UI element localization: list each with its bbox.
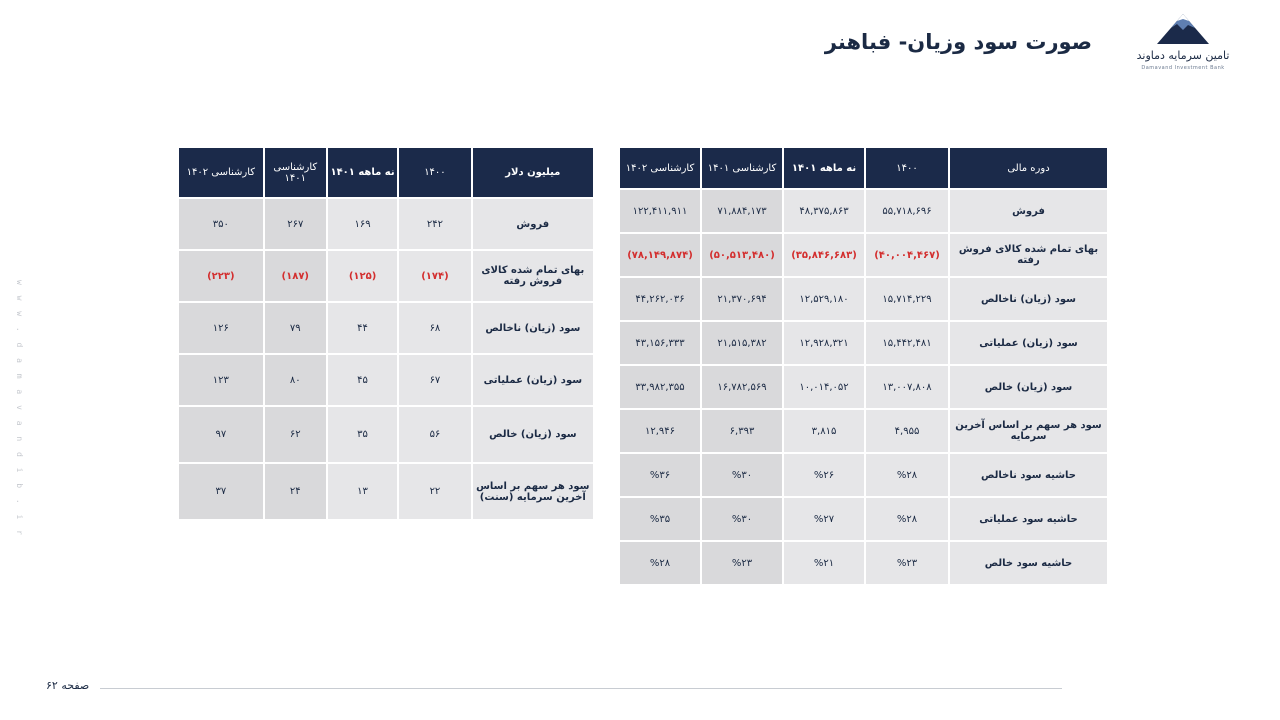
table-header-row [620,148,1107,190]
table-cell: (۳۵,۸۴۶,۶۸۳) [784,234,864,278]
table-cell: ۲۱,۳۷۰,۶۹۴ [702,278,782,322]
logo-text-en: Damavand Investment Bank [1141,65,1225,71]
table-cell: ۵۶ [399,407,470,464]
row-label: سود (زیان) ناخالص [950,278,1107,322]
table-header-row [179,148,593,199]
row-label: بهای تمام شده کالای فروش رفته [473,251,593,303]
column-header: میلیون دلار [473,148,593,199]
table-cell: %۳۶ [620,454,700,498]
table-cell: ۱۰,۰۱۴,۰۵۲ [784,366,864,410]
table-cell: (۵۰,۵۱۳,۴۸۰) [702,234,782,278]
table-cell: ۱۲۶ [179,303,263,355]
page-title: صورت سود وزیان- فباهنر [824,30,1092,54]
page-number: صفحه ۶۲ [46,679,90,692]
rial-income-table [618,148,1109,586]
table-cell: ۱۲,۵۲۹,۱۸۰ [784,278,864,322]
table-cell: ۲۱,۵۱۵,۳۸۲ [702,322,782,366]
row-label: سود (زیان) خالص [473,407,593,464]
table-cell: ۳۵ [328,407,397,464]
table-row [620,498,1107,542]
table-cell: (۲۲۳) [179,251,263,303]
column-header: دوره مالی [950,148,1107,190]
row-label: سود هر سهم بر اساس آخرین سرمایه (سنت) [473,464,593,521]
table-cell: %۲۸ [620,542,700,586]
table-cell: %۲۳ [702,542,782,586]
row-label: سود (زیان) عملیاتی [473,355,593,407]
mountain-logo-icon [1155,12,1211,46]
table-row [179,199,593,251]
table-row [620,322,1107,366]
table-row [179,251,593,303]
table-row [179,303,593,355]
table-cell: ۱۵,۴۴۲,۴۸۱ [866,322,948,366]
table-cell: (۱۷۴) [399,251,470,303]
row-label: سود (زیان) عملیاتی [950,322,1107,366]
table-row [179,407,593,464]
table-row [620,366,1107,410]
table-cell: ۴۸,۳۷۵,۸۶۳ [784,190,864,234]
table-cell: ۱۲۲,۴۱۱,۹۱۱ [620,190,700,234]
column-header: کارشناسی ۱۴۰۲ [179,148,263,199]
usd-income-table [177,148,595,521]
table-row [620,454,1107,498]
table-cell: ۴۵ [328,355,397,407]
table-cell: ۲۴۲ [399,199,470,251]
table-cell: ۱۳,۰۰۷,۸۰۸ [866,366,948,410]
table-cell: ۲۴ [265,464,326,521]
table-cell: (۴۰,۰۰۴,۴۶۷) [866,234,948,278]
table-cell: %۳۵ [620,498,700,542]
table-cell: ۶,۳۹۳ [702,410,782,454]
table-cell: ۳,۸۱۵ [784,410,864,454]
table-cell: ۱۲,۹۲۸,۳۲۱ [784,322,864,366]
table-cell: (۷۸,۱۴۹,۸۷۴) [620,234,700,278]
table-row [179,464,593,521]
table-row [620,190,1107,234]
table-cell: ۱۶۹ [328,199,397,251]
table-cell: (۱۸۷) [265,251,326,303]
table-cell: ۱۲,۹۴۶ [620,410,700,454]
table-cell: %۳۰ [702,498,782,542]
table-cell: ۵۵,۷۱۸,۶۹۶ [866,190,948,234]
table-cell: %۳۰ [702,454,782,498]
table-cell: %۲۸ [866,498,948,542]
table-cell: ۴,۹۵۵ [866,410,948,454]
table-cell: ۳۷ [179,464,263,521]
table-cell: %۲۷ [784,498,864,542]
table-cell: (۱۲۵) [328,251,397,303]
table-cell: ۲۶۷ [265,199,326,251]
table-cell: ۴۳,۱۵۶,۳۳۳ [620,322,700,366]
table-cell: ۱۲۳ [179,355,263,407]
company-logo [1128,12,1238,74]
table-cell: ۶۸ [399,303,470,355]
table-row [620,410,1107,454]
row-label: سود هر سهم بر اساس آخرین سرمایه [950,410,1107,454]
table-row [620,234,1107,278]
row-label: حاشیه سود عملیاتی [950,498,1107,542]
table-cell: ۱۵,۷۱۴,۲۲۹ [866,278,948,322]
row-label: فروش [473,199,593,251]
table-cell: ۱۳ [328,464,397,521]
table-cell: %۲۱ [784,542,864,586]
table-cell: ۱۶,۷۸۲,۵۶۹ [702,366,782,410]
table-cell: ۹۷ [179,407,263,464]
column-header: نه ماهه ۱۴۰۱ [328,148,397,199]
table-cell: %۲۸ [866,454,948,498]
column-header: کارشناسی ۱۴۰۱ [265,148,326,199]
table-row [179,355,593,407]
column-header: نه ماهه ۱۴۰۱ [784,148,864,190]
table-cell: %۲۶ [784,454,864,498]
logo-text-fa: تامین سرمایه دماوند [1136,49,1230,62]
row-label: سود (زیان) ناخالص [473,303,593,355]
row-label: فروش [950,190,1107,234]
row-label: سود (زیان) خالص [950,366,1107,410]
table-cell: ۶۲ [265,407,326,464]
table-cell: ۳۵۰ [179,199,263,251]
table-row [620,278,1107,322]
table-cell: ۲۲ [399,464,470,521]
table-cell: %۲۳ [866,542,948,586]
table-row [620,542,1107,586]
row-label: حاشیه سود خالص [950,542,1107,586]
column-header: ۱۴۰۰ [866,148,948,190]
row-label: بهای تمام شده کالای فروش رفته [950,234,1107,278]
column-header: کارشناسی ۱۴۰۲ [620,148,700,190]
table-cell: ۷۱,۸۸۴,۱۷۳ [702,190,782,234]
table-cell: ۴۴,۲۶۲,۰۳۶ [620,278,700,322]
table-cell: ۴۴ [328,303,397,355]
table-cell: ۸۰ [265,355,326,407]
website-vertical-text: w w w . d a m a v a n d i b . i r [15,280,24,538]
footer-divider [100,688,1062,689]
table-cell: ۷۹ [265,303,326,355]
column-header: کارشناسی ۱۴۰۱ [702,148,782,190]
column-header: ۱۴۰۰ [399,148,470,199]
row-label: حاشیه سود ناخالص [950,454,1107,498]
table-cell: ۶۷ [399,355,470,407]
table-cell: ۳۳,۹۸۲,۳۵۵ [620,366,700,410]
